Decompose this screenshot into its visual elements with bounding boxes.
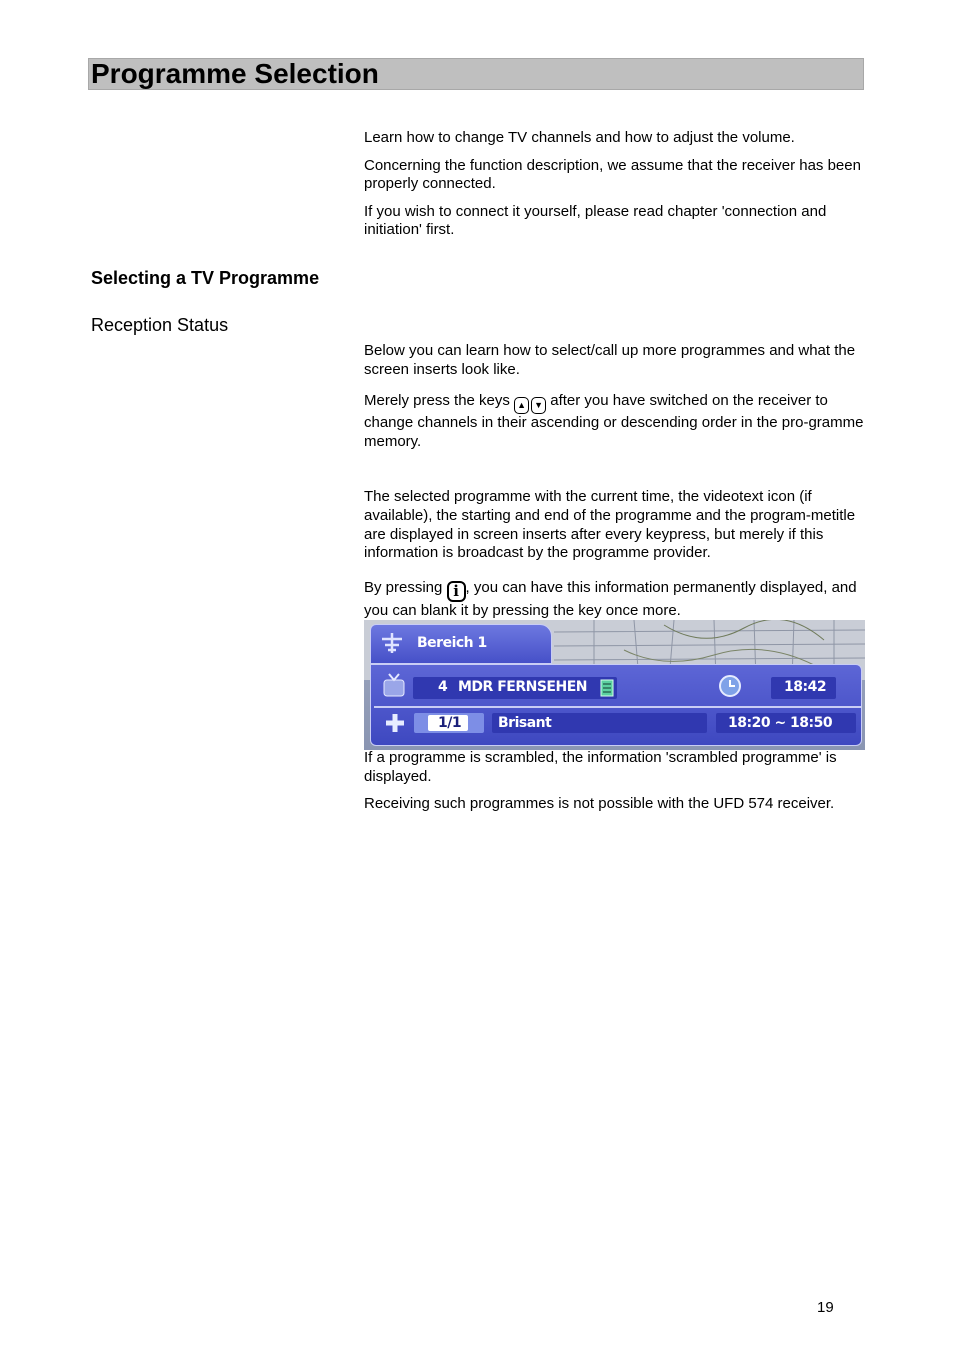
body-paragraph: Receiving such programmes is not possible with the UFD 574 receiver. [364, 795, 835, 813]
osd-tab-label: Bereich 1 [417, 635, 487, 651]
keys-text-after: after you have switched on the receiver to change channels in their ascending or descending order in the pro-gramme memory. [364, 392, 864, 450]
body-paragraph: Below you can learn how to select/call up more programmes and what the screen inserts look like. [364, 342, 856, 378]
programme-counter: 1/1 [438, 715, 462, 731]
osd-tab [370, 624, 552, 664]
up-key-icon: ▲ [514, 397, 529, 414]
keys-text-before: Merely press the keys [364, 392, 510, 410]
page-title-bar [88, 58, 864, 90]
info-paragraph [364, 579, 866, 621]
antenna-icon [379, 631, 405, 655]
page-title: Programme Selection [91, 58, 379, 89]
intro-paragraph: Concerning the function description, we assume that the receiver has been properly connected. [364, 156, 861, 193]
clock-icon [718, 674, 742, 698]
screen-insert-image [364, 620, 865, 750]
programme-title: Brisant [498, 715, 552, 731]
current-time: 18:42 [784, 679, 827, 695]
body-block [364, 342, 866, 620]
channel-name: MDR FERNSEHEN [458, 679, 587, 695]
plus-icon [384, 712, 406, 734]
closing-block [364, 749, 866, 814]
videotext-icon [600, 679, 614, 697]
channel-number: 4 [438, 679, 448, 695]
page-number: 19 [817, 1299, 834, 1316]
osd-divider [374, 706, 862, 708]
info-text-before: By pressing [364, 578, 443, 596]
subsection-heading: Reception Status [91, 315, 229, 335]
info-text-after: , you can have this information permanently displayed, and you can blank it by pressing the key once more. [364, 578, 857, 619]
intro-paragraph: Learn how to change TV channels and how to adjust the volume. [364, 129, 795, 146]
down-key-icon: ▼ [531, 397, 546, 414]
intro-block [364, 129, 866, 240]
info-key-icon: i [447, 581, 466, 602]
intro-paragraph: If you wish to connect it yourself, please read chapter 'connection and initiation' first. [364, 202, 827, 239]
section-heading: Selecting a TV Programme [91, 268, 320, 288]
body-paragraph: The selected programme with the current time, the videotext icon (if available), the starting and end of the programme and the program-metitle are displayed in screen inserts after every keypress, but merely if this information is broadcast by the programme provider. [364, 488, 856, 562]
keys-paragraph [364, 392, 866, 451]
programme-time: 18:20 ~ 18:50 [728, 715, 833, 731]
tv-icon [382, 672, 408, 700]
body-paragraph: If a programme is scrambled, the information 'scrambled programme' is displayed. [364, 749, 837, 785]
